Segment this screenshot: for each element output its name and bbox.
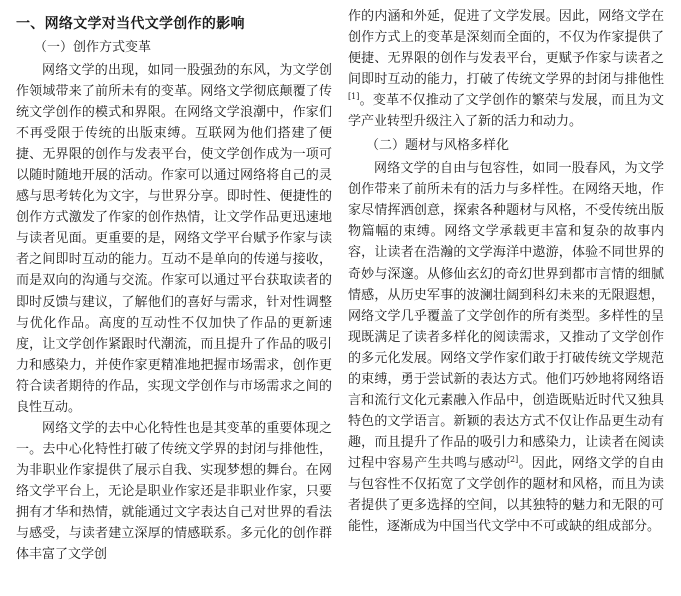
reference-2: [2] [506,454,519,464]
paragraph-themes-styles [348,158,664,537]
paragraph-themes-tail: 。因此，网络文学的自由与包容性不仅拓宽了文学创作的题材和风格，而且为读者提供了更多选择的空间，以其独特的魅力和无限的可能性，逐渐成为中国当代文学中不可或缺的组成部分。 [348,455,664,535]
subheading-themes-styles: （二）题材与风格多样化 [366,138,510,154]
left-column [16,6,332,565]
subheading-creation-mode: （一）创作方式变革 [34,40,152,55]
right-column [348,6,664,537]
paragraph-themes-text: 网络文学的自由与包容性，如同一股春风，为文学创作带来了前所未有的活力与多样性。在网络天地，作家尽情挥洒创意，探索各种题材与风格，不受传统出版物篇幅的束缚。网络文学承载更丰富和复杂的故事内容，让读者在浩瀚的文学海洋中遨游，体验不同世界的奇妙与深邃。从修仙玄幻的奇幻世界到都市言情的细腻情感，从历史军事的波澜壮阔到科幻未来的无限遐想，网络文学几乎覆盖了文学创作的所有类型。多样性的呈现既满足了读者多样化的阅读需求，又推动了文学创作的多元化发展。网络文学作家们敢于打破传统文学规范的束缚，勇于尝试新的表达方式。他们巧妙地将网络语言和流行文化元素融入作品中，创造既贴近时代又独具特色的文学语言。新颖的表达方式不仅让作品更生动有趣，而且提升了作品的吸引力和感染力，让读者在阅读过程中容易产生共鸣与感动 [348,161,664,471]
reference-1: [1] [348,92,360,102]
paragraph-continued-text: 作的内涵和外延，促进了文学发展。因此，网络文学在创作方式上的变革是深刻而全面的，不仅为作家提供了便捷、无界限的创作与发表平台，更赋予作家与读者之间即时互动的能力，打破了传统文学界的封闭与排他性 [348,9,664,88]
paragraph-creation-mode: 网络文学的出现，如同一股强劲的东风，为文学创作领域带来了前所未有的变革。网络文学彻底颠覆了传统文学创作的模式和界限。在网络文学浪潮中，作家们不再受限于传统的出版束缚。互联网为他们搭建了便捷、无界限的创作与发表平台，使文学创作成为一项可以随时随地开展的活动。作家可以通过网络将自己的灵感与思考转化为文字，与世界分享。即时性、便捷性的创作方式激发了作家的创作热情，让文学作品更迅速地与读者见面。更重要的是，网络文学平台赋予作家与读者之间即时互动的能力。互动不是单向的传递与接收，而是双向的沟通与交流。作家可以通过平台获取读者的即时反馈与建议，了解他们的喜好与需求，针对性调整与优化作品。高度的互动性不仅加快了作品的更新速度，让文学创作紧跟时代潮流，而且提升了作品的吸引力和感染力，并使作家更精准地把握市场需求，创作更符合读者期待的作品，实现文学创作与市场需求之间的良性互动。 [16,63,332,415]
paragraph-continued [348,6,664,132]
paragraph-continued-tail: 。变革不仅推动了文学创作的繁荣与发展，而且为文学产业转型升级注入了新的活力和动力。 [348,93,664,130]
section-heading: 一、网络文学对当代文学创作的影响 [16,16,245,32]
paragraph-decentralization: 网络文学的去中心化特性也是其变革的重要体现之一。去中心化特性打破了传统文学界的封闭与排他性，为非职业作家提供了展示自我、实现梦想的舞台。在网络文学平台上，无论是职业作家还是非职业作家，只要拥有才华和热情，就能通过文字表达自己对世界的看法与感受，与读者建立深厚的情感联系。多元化的创作群体丰富了文学创 [16,420,332,563]
